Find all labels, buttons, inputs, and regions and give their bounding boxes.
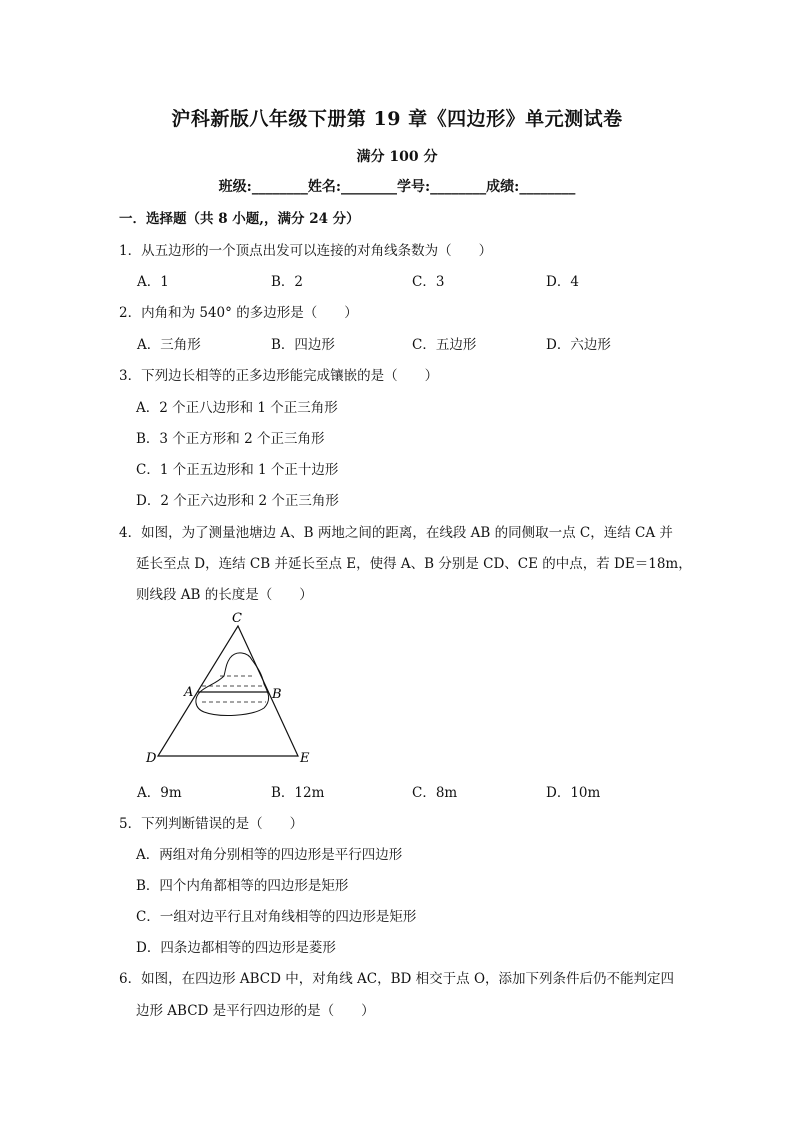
q4-option-a: A．9m: [137, 785, 182, 801]
question-4-line-3: 则线段 AB 的长度是（ ）: [136, 587, 313, 603]
label-d: D: [146, 751, 157, 766]
q2-option-d: D．六边形: [546, 337, 611, 353]
q4-option-b: B．12m: [271, 785, 325, 801]
pond-triangle-figure: [140, 608, 320, 768]
question-3-text: 3．下列边长相等的正多边形能完成镶嵌的是（ ）: [119, 368, 439, 384]
question-5-text: 5．下列判断错误的是（ ）: [119, 816, 304, 832]
q2-option-c: C．五边形: [412, 337, 477, 353]
q1-option-c: C．3: [412, 274, 445, 290]
question-6-line-1: 6．如图，在四边形 ABCD 中，对角线 AC，BD 相交于点 O，添加下列条件后仍不能判定四: [119, 971, 675, 987]
q3-option-b: B．3 个正方形和 2 个正三角形: [136, 431, 325, 447]
q3-option-d: D．2 个正六边形和 2 个正三角形: [136, 493, 339, 509]
full-score-label: 满分 100 分: [356, 149, 438, 165]
pond-outline: [196, 653, 269, 716]
label-b: B: [272, 687, 282, 702]
q5-option-b: B．四个内角都相等的四边形是矩形: [136, 878, 349, 894]
label-a: A: [184, 685, 194, 700]
q5-option-a: A．两组对角分别相等的四边形是平行四边形: [136, 847, 403, 863]
label-e: E: [300, 751, 310, 766]
q2-option-a: A．三角形: [137, 337, 201, 353]
q5-option-d: D．四条边都相等的四边形是菱形: [136, 940, 336, 956]
question-2-text: 2．内角和为 540° 的多边形是（ ）: [119, 305, 358, 321]
q5-option-c: C．一组对边平行且对角线相等的四边形是矩形: [136, 909, 417, 925]
q4-option-c: C．8m: [412, 785, 458, 801]
q3-option-c: C．1 个正五边形和 1 个正十边形: [136, 462, 339, 478]
section-heading: 一．选择题（共 8 小题,，满分 24 分）: [119, 211, 360, 227]
q3-option-a: A．2 个正八边形和 1 个正三角形: [136, 400, 338, 416]
question-6-line-2: 边形 ABCD 是平行四边形的是（ ）: [136, 1003, 375, 1019]
q4-option-d: D．10m: [546, 785, 601, 801]
question-4-line-2: 延长至点 D，连结 CB 并延长至点 E，使得 A、B 分别是 CD、CE 的中点，若 DE＝18m，: [136, 556, 692, 572]
label-c: C: [232, 611, 242, 626]
q2-option-b: B．四边形: [271, 337, 335, 353]
q1-option-a: A．1: [137, 274, 169, 290]
question-4-line-1: 4．如图，为了测量池塘边 A、B 两地之间的距离，在线段 AB 的同侧取一点 C，连结 CA 并: [119, 525, 673, 541]
q1-option-d: D．4: [546, 274, 579, 290]
page-title: 沪科新版八年级下册第 19 章《四边形》单元测试卷: [171, 108, 623, 130]
student-info-line: 班级:________姓名:________学号:________成绩:________: [218, 179, 576, 195]
q1-option-b: B．2: [271, 274, 304, 290]
question-1-text: 1．从五边形的一个顶点出发可以连接的对角线条数为（ ）: [119, 243, 493, 259]
